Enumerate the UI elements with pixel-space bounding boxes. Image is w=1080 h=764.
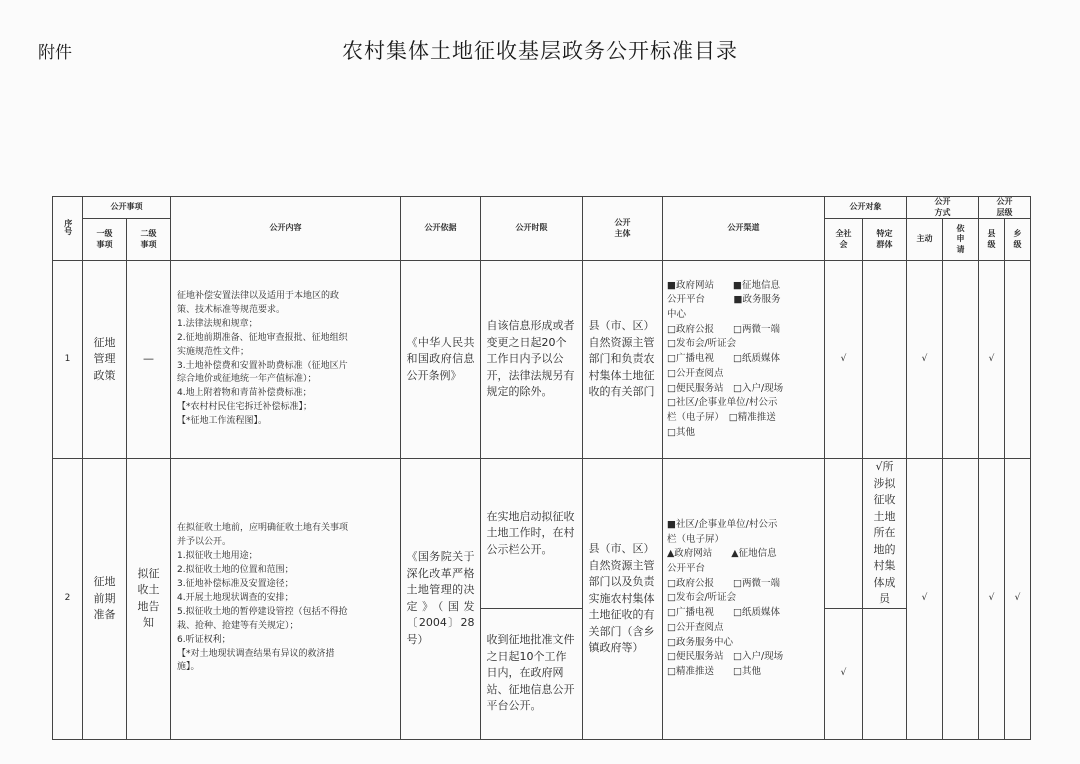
row1-content: 征地补偿安置法律以及适用于本地区的政 策、技术标准等规范要求。 1.法律法规和规章； 2.征地前期准备、征地审查报批、征地组织 实施规范性文件； 3.土地补偿费和安置补助费标准（征地区片 综合地价或征地统一年产值标准）； 4.地上附着物和青苗补偿费标准； 【*农村村民住宅拆迁补偿标准】； 【*征地工作流程图】。	[171, 261, 401, 459]
header-time-limit: 公开时限	[481, 197, 583, 261]
row2-whole-society-upper	[825, 459, 863, 609]
header-level: 公开层级	[979, 197, 1031, 219]
page-title: 农村集体土地征收基层政务公开标准目录	[342, 39, 738, 63]
row1-subject: 县（市、区）自然资源主管部门和负责农村集体土地征收的有关部门	[583, 261, 663, 459]
header-level2: 二级事项	[127, 219, 171, 261]
row1-whole-society-check: √	[825, 261, 863, 459]
row2-county-check: √	[979, 459, 1005, 740]
header-on-request: 依申请	[943, 219, 979, 261]
row2-level1: 征地前期准备	[83, 459, 127, 740]
row1-level1: 征地管理政策	[83, 261, 127, 459]
row1-seq: 1	[53, 261, 83, 459]
row2-basis: 《国务院关于深化改革严格土地管理的决定》（国发〔2004〕28号）	[401, 459, 481, 740]
row2-content: 在拟征收土地前，应明确征收土地有关事项 并予以公开。 1.拟征收土地用途； 2.拟征收土地的位置和范围； 3.征地补偿标准及安置途径； 4.开展土地现状调查的安排； 5.拟征收土地的暂停建设管控（包括不得抢 栽、抢种、抢建等有关规定）； 6.听证权利； 【*对土地现状调查结果有异议的救济措 施】。	[171, 459, 401, 740]
header-basis: 公开依据	[401, 197, 481, 261]
table-row	[53, 261, 1031, 459]
header-row-1	[53, 197, 1031, 219]
header-target: 公开对象	[825, 197, 907, 219]
row1-channel: ■政府网站 ■征地信息 公开平台 ■政务服务 中心 □政府公报 □两微一端 □发布会/听证会 □广播电视 □纸质媒体 □公开查阅点 □便民服务站 □入户/现场 □社区/企事业单位/村公示 栏（电子屏） □精准推送 □其他	[663, 261, 825, 459]
header-item: 公开事项	[83, 197, 171, 219]
row2-township-check: √	[1005, 459, 1031, 740]
row2-channel: ■社区/企事业单位/村公示 栏（电子屏） ▲政府网站 ▲征地信息 公开平台 □政府公报 □两微一端 □发布会/听证会 □广播电视 □纸质媒体 □公开查阅点 □政务服务中心 □便民服务站 □入户/现场 □精准推送 □其他	[663, 459, 825, 740]
row1-specific-group	[863, 261, 907, 459]
attachment-label: 附件	[38, 43, 72, 63]
row2-active-check: √	[907, 459, 943, 740]
header-level1: 一级事项	[83, 219, 127, 261]
row1-basis: 《中华人民共和国政府信息公开条例》	[401, 261, 481, 459]
table-row	[53, 459, 1031, 609]
row2-subject: 县（市、区）自然资源主管部门以及负责实施农村集体土地征收的有关部门（含乡镇政府等）	[583, 459, 663, 740]
header-specific-group: 特定群体	[863, 219, 907, 261]
row2-time-limit-b: 收到征地批准文件之日起10个工作日内，在政府网站、征地信息公开平台公开。	[481, 608, 583, 739]
header-township: 乡级	[1005, 219, 1031, 261]
row2-whole-society-check: √	[825, 608, 863, 739]
catalog-table	[52, 196, 1031, 740]
row2-on-request	[943, 459, 979, 740]
row1-level2: —	[127, 261, 171, 459]
row2-specific-group: √所涉拟征收土地所在地的村集体成员	[863, 459, 907, 609]
header-seq: 序号	[53, 197, 83, 261]
row1-on-request	[943, 261, 979, 459]
header-content: 公开内容	[171, 197, 401, 261]
row2-specific-group-lower	[863, 608, 907, 739]
row2-time-limit-a: 在实地启动拟征收土地工作时，在村公示栏公开。	[481, 459, 583, 609]
header-subject: 公开主体	[583, 197, 663, 261]
header-mode: 公开方式	[907, 197, 979, 219]
row1-active-check: √	[907, 261, 943, 459]
row2-level2: 拟征收土地告知	[127, 459, 171, 740]
row1-township	[1005, 261, 1031, 459]
row1-time-limit: 自该信息形成或者变更之日起20个工作日内予以公开，法律法规另有规定的除外。	[481, 261, 583, 459]
header-active: 主动	[907, 219, 943, 261]
header-county: 县级	[979, 219, 1005, 261]
row2-seq: 2	[53, 459, 83, 740]
header-whole-society: 全社会	[825, 219, 863, 261]
row1-county-check: √	[979, 261, 1005, 459]
header-channel: 公开渠道	[663, 197, 825, 261]
